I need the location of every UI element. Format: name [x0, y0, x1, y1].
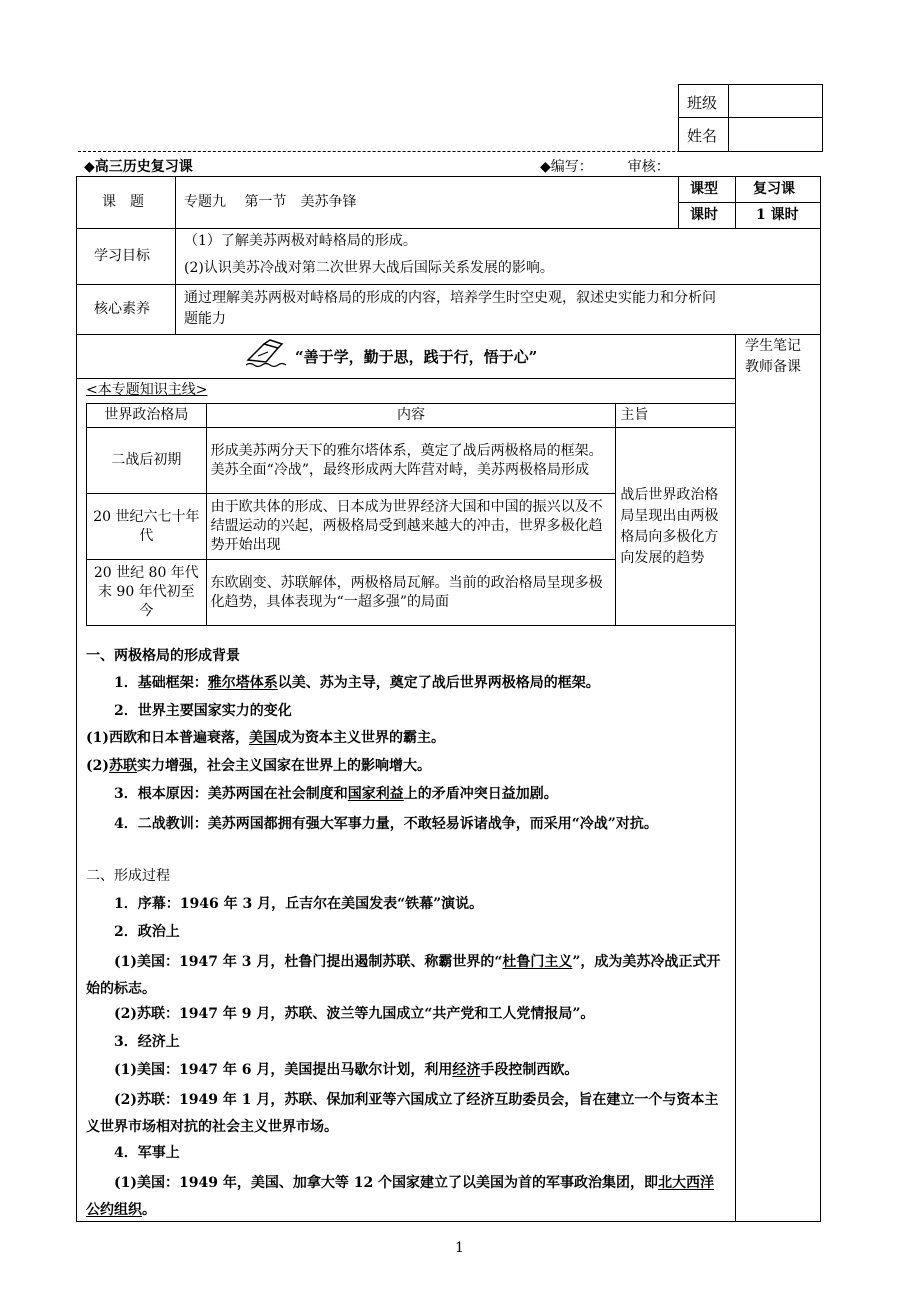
- header-period: 世界政治格局: [87, 404, 207, 428]
- course-title: ◆高三历史复习课: [84, 159, 193, 175]
- content-cell: 由于欧共体的形成、日本成为世界经济大国和中国的振兴以及不结盟运动的兴起，两极格局受到越来越大的冲击，世界多极化趋势开始出现: [206, 494, 616, 560]
- type-value: 复习课: [753, 181, 795, 197]
- topic-label: 课 题: [102, 194, 144, 210]
- knowledge-title: <本专题知识主线>: [86, 382, 208, 398]
- type-label: 课型: [690, 181, 718, 197]
- core-text: 通过理解美苏两极对峙格局的形成的内容，培养学生时空史观，叙述史实能力和分析问题能力: [184, 290, 716, 327]
- hours-label: 课时: [690, 207, 718, 223]
- header-divider: [78, 151, 820, 152]
- para-2-1: 1．序幕：1946 年 3 月，丘吉尔在美国发表“铁幕”演说。: [114, 896, 484, 912]
- author-reviewer: ◆编写： 审核：: [540, 159, 670, 175]
- para-2-2-1: (1)美国：1947 年 3 月，杜鲁门提出遏制苏联、称霸世界的“杜鲁门主义”，成为美苏冷战正式开始的标志。: [86, 954, 721, 997]
- name-label: 姓名: [687, 127, 718, 145]
- para-1-2: 2．世界主要国家实力的变化: [114, 703, 292, 719]
- para-2-2-2: (2)苏联：1947 年 9 月，苏联、波兰等九国成立“共产党和工人党情报局”。: [114, 1006, 595, 1022]
- period-cell: 20 世纪 80 年代末 90 年代初至今: [87, 560, 207, 626]
- knowledge-table: [86, 403, 736, 626]
- motto: “善于学，勤于思，践于行，悟于心”: [295, 348, 538, 366]
- header-theme: 主旨: [616, 404, 736, 428]
- para-2-2: 2．政治上: [114, 924, 180, 940]
- goal-line-1: （1）了解美苏两极对峙格局的形成。: [184, 233, 417, 249]
- para-2-3: 3．经济上: [114, 1034, 180, 1050]
- theme-cell: 战后世界政治格局呈现出由两极格局向多极化方向发展的趋势: [616, 428, 736, 626]
- para-1-3: 3．根本原因：美苏两国在社会制度和国家利益上的矛盾冲突日益加剧。: [114, 786, 558, 802]
- para-2-4: 4．军事上: [114, 1145, 180, 1161]
- topic-value: 专题九 第一节 美苏争锋: [184, 194, 357, 210]
- writing-hand-icon: [244, 338, 290, 374]
- hours-value: 1 课时: [756, 207, 799, 223]
- teacher-prep-label: 教师备课: [745, 359, 801, 375]
- period-cell: 二战后初期: [87, 428, 207, 494]
- para-1-2-1: (1)西欧和日本普遍衰落，美国成为资本主义世界的霸主。: [86, 730, 445, 746]
- para-2-4-1: (1)美国：1949 年，美国、加拿大等 12 个国家建立了以美国为首的军事政治集团，即北大西洋公约组织。: [86, 1175, 715, 1218]
- student-notes-label: 学生笔记: [745, 338, 801, 354]
- core-label: 核心素养: [94, 301, 150, 317]
- content-cell: 东欧剧变、苏联解体，两极格局瓦解。当前的政治格局呈现多极化趋势，具体表现为“一超多强”的局面: [206, 560, 616, 626]
- para-1-2-2: (2)苏联实力增强，社会主义国家在世界上的影响增大。: [86, 758, 431, 774]
- section-2-title: 二、形成过程: [86, 868, 170, 884]
- para-1-1: 1．基础框架：雅尔塔体系以美、苏为主导，奠定了战后世界两极格局的框架。: [114, 675, 600, 691]
- para-2-3-2: (2)苏联：1949 年 1 月，苏联、保加利亚等六国成立了经济互助委员会，旨在建立一个与资本主义世界市场相对抗的社会主义世界市场。: [86, 1092, 719, 1135]
- period-cell: 20 世纪六七十年代: [87, 494, 207, 560]
- header-content: 内容: [206, 404, 616, 428]
- page-number: 1: [455, 1240, 464, 1256]
- para-1-4: 4．二战教训：美苏两国都拥有强大军事力量，不敢轻易诉诸战争，而采用“冷战”对抗。: [114, 816, 658, 832]
- content-cell: 形成美苏两分天下的雅尔塔体系，奠定了战后两极格局的框架。美苏全面“冷战”，最终形成两大阵营对峙，美苏两极格局形成: [206, 428, 616, 494]
- para-2-3-1: (1)美国：1947 年 6 月，美国提出马歇尔计划，利用经济手段控制西欧。: [114, 1062, 579, 1078]
- class-label: 班级: [687, 94, 718, 112]
- goal-line-2: (2)认识美苏冷战对第二次世界大战后国际关系发展的影响。: [184, 260, 554, 276]
- goal-label: 学习目标: [94, 248, 150, 264]
- section-1-title: 一、两极格局的形成背景: [86, 648, 240, 664]
- class-name-box: [678, 84, 823, 152]
